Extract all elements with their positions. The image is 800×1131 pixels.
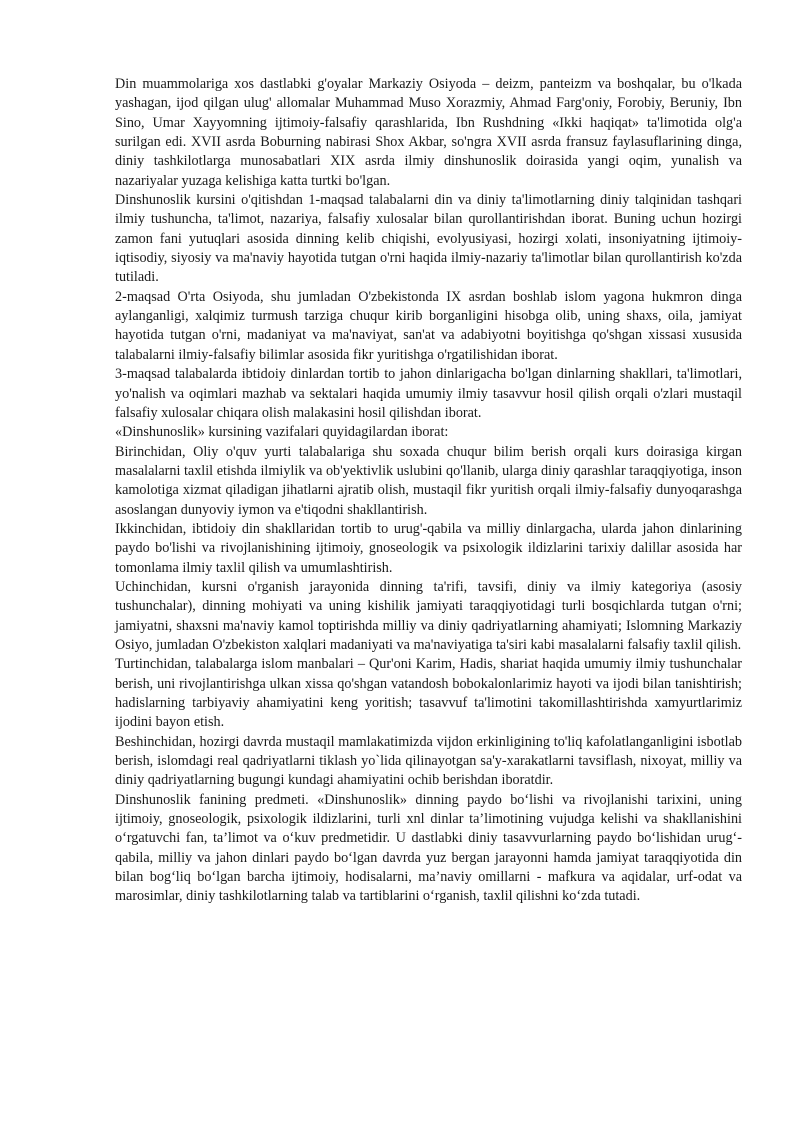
paragraph-origins: Din muammolariga xos dastlabki g'oyalar Markaziy Osiyoda – deizm, panteizm va boshqalar, bu o'lkada yashagan, ijod qilgan ulug' allomalar Muhammad Muso Xorazmiy, Ahmad Farg'oniy, Forobiy, Beruniy, Ibn Sino, Umar Xayyomning ijtimoiy-falsafiy qarashlarida, Ibn Rushdning «Ikki haqiqat» ta'limotida olg'a surilgan edi. XVII asrda Boburning nabirasi Shox Akbar, so'ngra XVII asrda fransuz faylasuflarining dinga, diniy tashkilotlarga munosabatlari XIX asrda ilmiy dinshunoslik doirasida yangi oqim, yunalish va nazariyalar yuzaga kelishiga katta turtki bo'lgan. [115,76,742,189]
paragraph-task-4: Turtinchidan, talabalarga islom manbalari – Qur'oni Karim, Hadis, shariat haqida umumiy ilmiy tushunchalar berish, uni rivojlantirishga ulkan xissa qo'shgan vatandosh bobokalonlarimiz hayoti va ijodi bilan tanishtirish; hadislarning tarbiyaviy ahamiyatini keng yoritish; tasavvuf ta'limotini takomillashtirishda xamyurtlarimiz ijodini bayon etish. [115,656,742,731]
paragraph-tasks-intro: «Dinshunoslik» kursining vazifalari quyidagilardan iborat: [115,424,449,441]
paragraph-subject: Dinshunoslik fanining predmeti. «Dinshunoslik» dinning paydo bo‘lishi va rivojlanishi tarixini, uning ijtimoiy, gnoseologik, psixologik ildizlarini, turli xnl dinlar ta’limotining vujudga kelishi va shakllanishini o‘rgatuvchi fan, ta’limot va o‘kuv predmetidir. U dastlabki diniy tasavvurlarning paydo bo‘lishidan urug‘-qabila, milliy va jahon dinlari paydo bo‘lgan davrda yuz bergan jarayonni hamda jamiyat taraqqiyotida din bilan bog‘liq bo‘lgan barcha ijtimoiy, hodisalarni, ma’naviy omillarni - mafkura va aqidalar, urf-odat va marosimlar, diniy tashkilotlarning talab va tartiblarini o‘rganish, taxlil qilishni ko‘zda tutadi. [115,791,742,905]
paragraph-goal-3: 3-maqsad talabalarda ibtidoiy dinlardan tortib to jahon dinlarigacha bo'lgan dinlarning shakllari, ta'limotlari, yo'nalish va oqimlari mazhab va sektalari haqida umumiy ilmiy tasavvur hosil qilish orqali o'zlari mustaqil falsafiy xulosalar chiqara olish malakasini hosil qilishdan iborat. [115,366,742,421]
paragraph-task-3: Uchinchidan, kursni o'rganish jarayonida dinning ta'rifi, tavsifi, diniy va ilmiy kategoriya (asosiy tushunchalar), dinning mohiyati va uning kishilik jamiyati taraqqiyotidagi turli bosqichlarda tutgan o'rni; jamiyatni, shaxsni ma'naviy kamol toptirishda milliy va diniy qadriyatlarning ahamiyati; Islomning Markaziy Osiyo, jumladan O'zbekiston xalqlari madaniyati va ma'naviyatiga ta'siri kabi masalalarni falsafiy taxlil qilish. [115,578,742,653]
document-body [115,75,742,907]
paragraph-goal-2: 2-maqsad O'rta Osiyoda, shu jumladan O'zbekistonda IX asrdan boshlab islom yagona hukmron dinga aylanganligi, xalqimiz turmush tarziga chuqur kirib borganligini hisobga olib, uning shaxs, oila, jamiyat hayotida tutgan o'rni, madaniyat va ma'naviyat, san'at va adabiyotni boyitishga qo'shgan xissasi xususida talabalarni ilmiy-falsafiy bilimlar asosida fikr yuritishga o'rgatilishidan iborat. [115,288,742,363]
paragraph-task-2: Ikkinchidan, ibtidoiy din shakllaridan tortib to urug'-qabila va milliy dinlargacha, ularda jahon dinlarining paydo bo'lishi va rivojlanishining ijtimoiy, gnoseologik va psixologik ildizlarini tarixiy dalillar asosida har tomonlama ilmiy taxlil qilish va umumlashtirish. [115,520,742,576]
paragraph-goal-1: Dinshunoslik kursini o'qitishdan 1-maqsad talabalarni din va diniy ta'limotlarning diniy talqinidan tashqari ilmiy tushuncha, ta'limot, nazariya, falsafiy xulosalar bilan qurollantirishdan iborat. Buning uchun hozirgi zamon fani yutuqlari asosida dinning kelib chiqishi, evolyusiyasi, hozirgi xolati, insoniyatning ijtimoiy-iqtisodiy, siyosiy va ma'naviy hayotida tutgan o'rni haqida ilmiy-nazariy ta'limotlar bilan qurollantirish ko'zda tutiladi. [115,192,742,286]
paragraph-task-5: Beshinchidan, hozirgi davrda mustaqil mamlakatimizda vijdon erkinligining to'liq kafolatlanganligini isbotlab berish, islomdagi real qadriyatlarni tiklash yo`lida qilinayotgan sa'y-xarakatlarni tavsiflash, nixoyat, milliy va diniy qadriyatlarning bugungi kundagi ahamiyatini ochib berishdan iboratdir. [115,733,742,789]
paragraph-task-1: Birinchidan, Oliy o'quv yurti talabalariga shu soxada chuqur bilim berish orqali kurs doirasiga kirgan masalalarni taxlil etishda ilmiylik va ob'yektivlik uslubini qo'llanib, ularga diniy qarashlar taraqqiyotiga, inson kamolotiga xizmat qiladigan jihatlarni ajratib olish, mustaqil fikr yuritish orqali ilmiy-falsafiy dunyoqarashga asoslangan dunyoviy iymon va e'tiqodni shakllantirish. [115,443,742,518]
